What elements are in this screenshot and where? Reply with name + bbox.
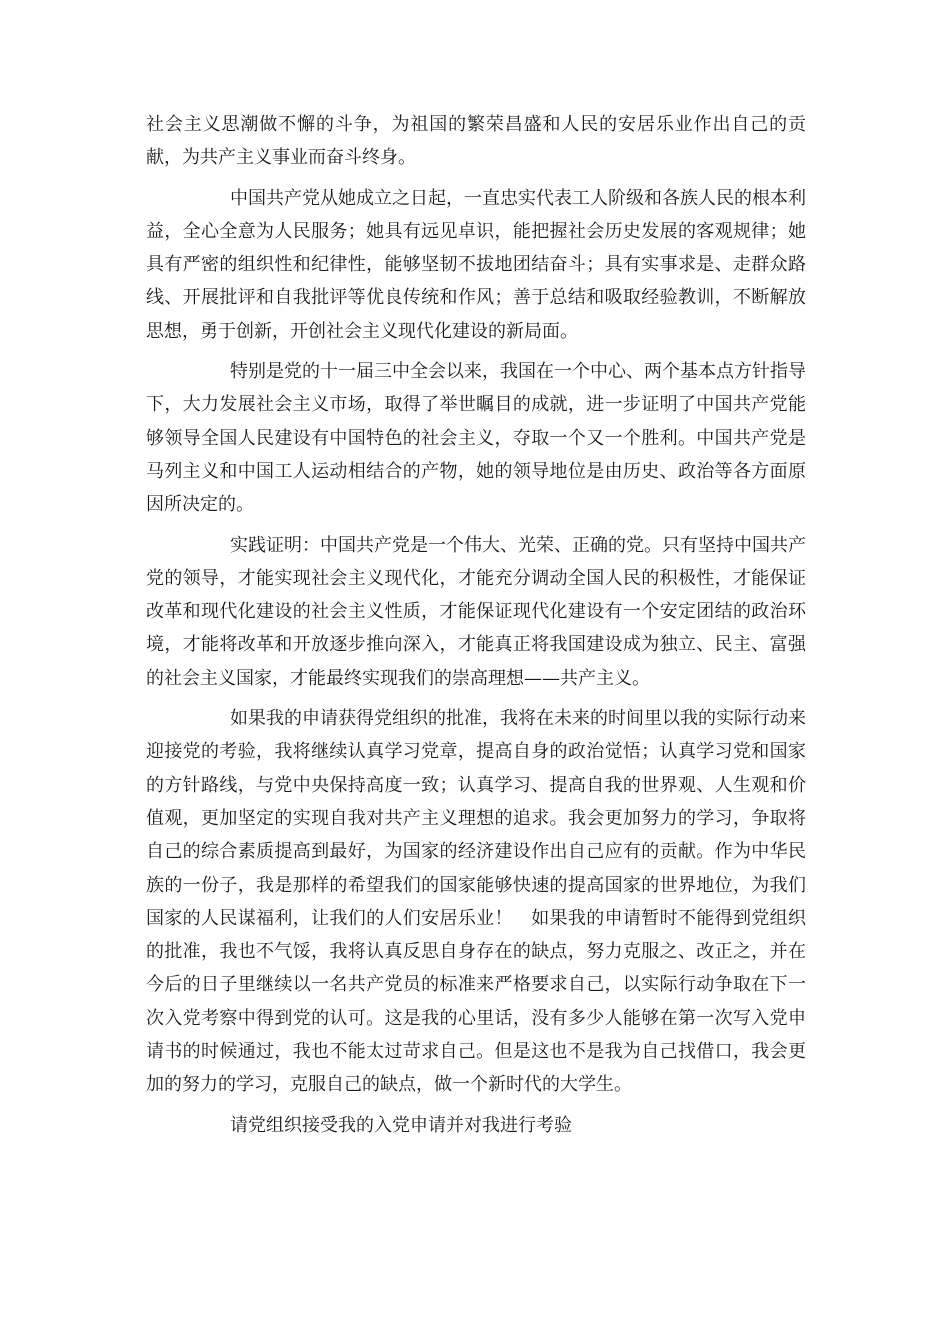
paragraph-third-plenum: 特别是党的十一届三中全会以来，我国在一个中心、两个基本点方针指导下，大力发展社会主义市场，取得了举世瞩目的成就，进一步证明了中国共产党能够领导全国人民建设有中国特色的社会主义，夺取一个又一个胜利。中国共产党是马列主义和中国工人运动相结合的产物，她的领导地位是由历史、政治等各方面原因所决定的。 — [146, 361, 806, 516]
paragraph-application-approval: 如果我的申请获得党组织的批准，我将在未来的时间里以我的实际行动来迎接党的考验，我将继续认真学习党章，提高自身的政治觉悟；认真学习党和国家的方针路线，与党中央保持高度一致；认真学习、提高自我的世界观、人生观和价值观，更加坚定的实现自我对共产主义理想的追求。我会更加努力的学习，争取将自己的综合素质提高到最好，为国家的经济建设作出自己应有的贡献。作为中华民族的一份子，我是那样的希望我们的国家能够快速的提高国家的世界地位，为我们国家的人民谋福利，让我们的人们安居乐业！ 如果我的申请暂时不能得到党组织的批准，我也不气馁，我将认真反思自身存在的缺点，努力克服之、改正之，并在今后的日子里继续以一名共产党员的标准来严格要求自己，以实际行动争取在下一次入党考察中得到党的认可。这是我的心里话，没有多少人能够在第一次写入党申请书的时候通过，我也不能太过苛求自己。但是这也不是我为自己找借口，我会更加的努力的学习，克服自己的缺点，做一个新时代的大学生。 — [146, 708, 806, 1096]
paragraph-continuation: 社会主义思潮做不懈的斗争，为祖国的繁荣昌盛和人民的安居乐业作出自己的贡献，为共产主义事业而奋斗终身。 — [146, 114, 806, 169]
paragraph-practice-proves: 实践证明：中国共产党是一个伟大、光荣、正确的党。只有坚持中国共产党的领导，才能实现社会主义现代化，才能充分调动全国人民的积极性，才能保证改革和现代化建设的社会主义性质，才能保证现代化建设有一个安定团结的政治环境，才能将改革和开放逐步推向深入，才能真正将我国建设成为独立、民主、富强的社会主义国家，才能最终实现我们的崇高理想——共产主义。 — [146, 534, 806, 689]
closing-line: 请党组织接受我的入党申请并对我进行考验 — [230, 1114, 572, 1136]
paragraph-party-founding: 中国共产党从她成立之日起，一直忠实代表工人阶级和各族人民的根本利益，全心全意为人民服务；她具有远见卓识，能把握社会历史发展的客观规律；她具有严密的组织性和纪律性，能够坚韧不拔地团结奋斗；具有实事求是、走群众路线、开展批评和自我批评等优良传统和作风；善于总结和吸取经验教训，不断解放思想，勇于创新，开创社会主义现代化建设的新局面。 — [146, 187, 806, 342]
document-body — [146, 108, 806, 1149]
